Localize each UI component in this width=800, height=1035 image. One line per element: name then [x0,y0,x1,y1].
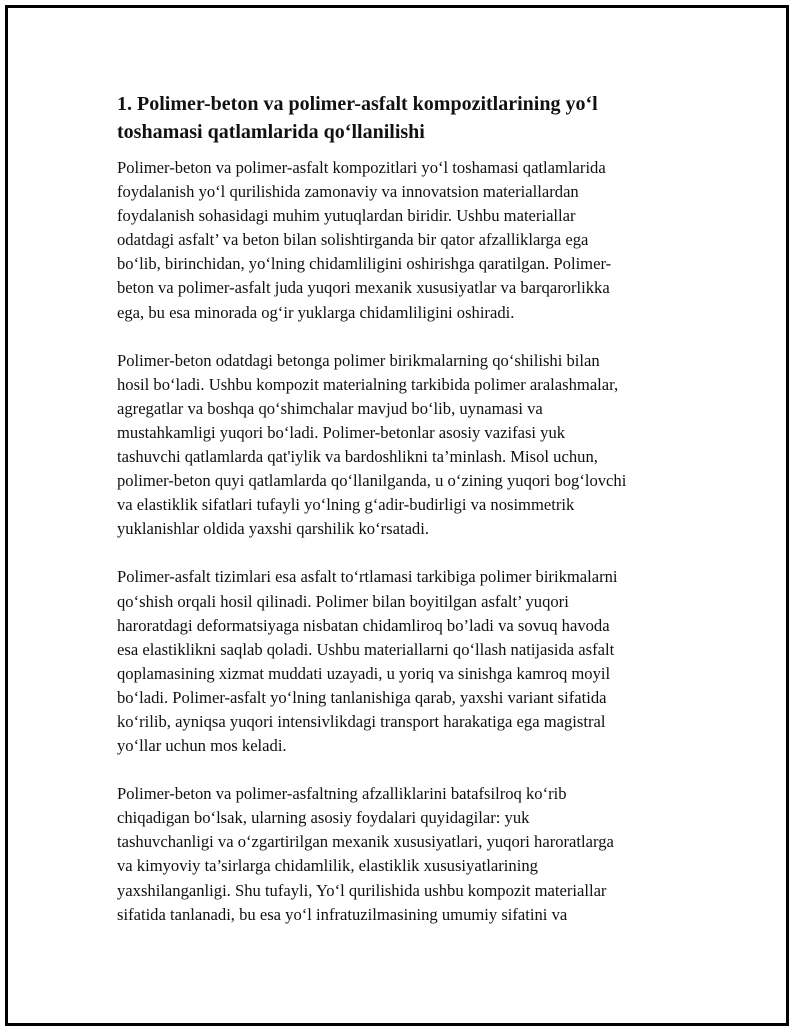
text-line: agregatlar va boshqa qo‘shimchalar mavjud bo‘lib, uynamasi va [117,398,543,418]
text-line: yuklanishlar oldida yaxshi qarshilik ko‘rsatadi. [117,519,429,539]
text-line: tashuvchi qatlamlarda qat'iylik va bardoshlikni ta’minlash. Misol uchun, [117,447,598,467]
text-line: Polimer-asfalt tizimlari esa asfalt to‘rtlamasi tarkibiga polimer birikmalarni [117,567,618,587]
text-line: yo‘llar uchun mos keladi. [117,736,287,756]
paragraph [117,782,697,927]
text-line: Polimer-beton va polimer-asfaltning afzalliklarini batafsilroq ko‘rib [117,784,567,804]
paragraph [117,349,697,542]
text-line: haroratdagi deformatsiyaga nisbatan chidamliroq bo’ladi va sovuq havoda [117,615,610,635]
text-line: va elastiklik sifatlari tufayli yo‘lning g‘adir-budirligi va nosimmetrik [117,495,575,515]
text-line: beton va polimer-asfalt juda yuqori mexanik xususiyatlar va barqarorlikka [117,278,610,298]
text-line: tashuvchanligi va o‘zgartirilgan mexanik xususiyatlari, yuqori haroratlarga [117,832,614,852]
text-line: ega, bu esa minorada og‘ir yuklarga chidamliligini oshiradi. [117,302,515,322]
text-line: sifatida tanlanadi, bu esa yo‘l infratuzilmasining umumiy sifatini va [117,904,568,924]
paragraph [117,565,697,758]
text-line: Polimer-beton va polimer-asfalt kompozitlari yo‘l toshamasi qatlamlarida [117,158,606,177]
title-line: 1. Polimer-beton va polimer-asfalt kompozitlarining yo‘l [117,93,598,115]
text-line: yaxshilanganligi. Shu tufayli, Yo‘l qurilishida ushbu kompozit materiallar [117,880,607,900]
text-line: foydalanish yo‘l qurilishida zamonaviy va innovatsion materiallardan [117,182,579,202]
section-title [117,90,697,146]
text-line: qoplamasining xizmat muddati uzayadi, u yoriq va sinishga kamroq moyil [117,663,611,683]
text-line: Polimer-beton odatdagi betonga polimer birikmalarning qo‘shilishi bilan [117,350,600,370]
text-line: ko‘rilib, ayniqsa yuqori intensivlikdagi transport harakatiga ega magistral [117,711,606,731]
document-body [117,90,697,951]
text-line: bo‘ladi. Polimer-asfalt yo‘lning tanlanishiga qarab, yaxshi variant sifatida [117,687,607,707]
text-line: qo‘shish orqali hosil qilinadi. Polimer bilan boyitilgan asfalt’ yuqori [117,591,569,611]
text-line: foydalanish sohasidagi muhim yutuqlardan biridir. Ushbu materiallar [117,206,576,226]
text-line: esa elastiklikni saqlab qoladi. Ushbu materiallarni qo‘llash natijasida asfalt [117,639,615,659]
text-line: chiqadigan bo‘lsak, ularning asosiy foydalari quyidagilar: yuk [117,808,530,828]
text-line: polimer-beton quyi qatlamlarda qo‘llanilganda, u o‘zining yuqori bog‘lovchi [117,471,627,491]
title-line: toshamasi qatlamlarida qo‘llanilishi [117,121,425,143]
text-line: hosil bo‘ladi. Ushbu kompozit materialning tarkibida polimer aralashmalar, [117,374,619,394]
text-line: bo‘lib, birinchidan, yo‘lning chidamliligini oshirishga qaratilgan. Polimer- [117,254,612,274]
text-line: va kimyoviy ta’sirlarga chidamlilik, elastiklik xususiyatlarining [117,856,538,876]
paragraph [117,156,697,325]
text-line: odatdagi asfalt’ va beton bilan solishtirganda bir qator afzalliklarga ega [117,230,589,250]
text-line: mustahkamligi yuqori bo‘ladi. Polimer-betonlar asosiy vazifasi yuk [117,422,566,442]
